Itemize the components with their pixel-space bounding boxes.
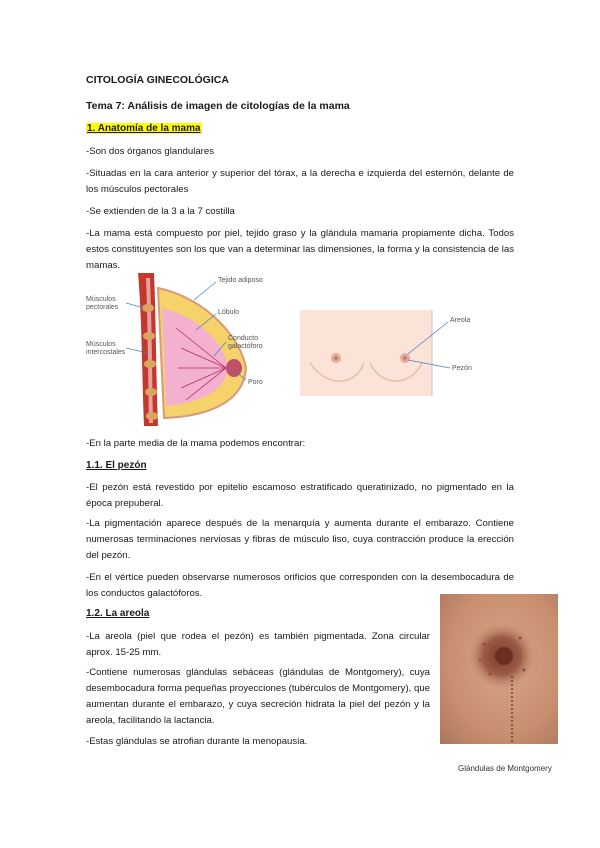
paragraph-2: -Situadas en la cara anterior y superior del tórax, a la derecha e izquierda del esternón, delante de los músculos pectorales: [86, 168, 514, 195]
label-areola: Areola: [450, 317, 471, 324]
label-musculos-pectorales-2: pectorales: [86, 304, 119, 311]
label-conducto-2: galactóforo: [228, 343, 263, 350]
torso-diagram: [300, 308, 500, 398]
section-1-heading: [86, 121, 202, 137]
label-musculos-intercostales-1: Músculos: [86, 341, 116, 348]
paragraph-11: -Estas glándulas se atrofian durante la menopausia.: [86, 736, 308, 747]
label-musculos-pectorales-1: Músculos: [86, 296, 116, 303]
section-1-2-heading: [86, 606, 149, 622]
montgomery-photo: [440, 594, 558, 744]
paragraph-7: -La pigmentación aparece después de la menarquía y aumenta durante el embarazo. Contiene numerosas terminaciones nerviosas y fibras de músculo liso, cuya contracción produce la erección del pezón.: [86, 518, 514, 561]
left-nipple-shape: [334, 356, 338, 360]
montgomery-caption: Glándulas de Montgomery: [458, 764, 552, 773]
torso-skin-shape: [300, 310, 432, 396]
label-musculos-intercostales-2: intercostales: [86, 349, 126, 356]
section-1-2-title: 1.2. La areola: [86, 608, 150, 619]
label-pezon: Pezón: [452, 365, 472, 372]
right-nipple-shape: [403, 356, 407, 360]
label-poro: Poro: [248, 379, 263, 386]
paragraph-5: -En la parte media de la mama podemos encontrar:: [86, 438, 306, 449]
doc-title: CITOLOGÍA GINECOLÓGICA: [86, 74, 229, 86]
label-conducto-1: Conducto: [228, 335, 258, 342]
paragraph-10: -Contiene numerosas glándulas sebáceas (glándulas de Montgomery), cuya desembocadura forma pequeñas proyecciones (tubérculos de Montgomery), que aumentan durante el embarazo, y cuya secreción hidrata la piel del pezón y la areola, facilitando la lactancia.: [86, 667, 430, 726]
paragraph-3: -Se extienden de la 3 a la 7 costilla: [86, 206, 235, 217]
label-lobulo: Lóbulo: [218, 309, 240, 316]
breast-anatomy-diagram: [86, 268, 286, 428]
section-1-1-heading: [86, 458, 147, 474]
label-tejido-adiposo: Tejido adiposo: [218, 277, 263, 284]
nipple-shape: [226, 359, 242, 377]
paragraph-6: -El pezón está revestido por epitelio escamoso estratificado queratinizado, no pigmentado en la época prepuberal.: [86, 482, 514, 509]
paragraph-1: -Son dos órganos glandulares: [86, 146, 215, 157]
paragraph-4: -La mama está compuesto por piel, tejido graso y la glándula mamaria propiamente dicha. Todos estos constituyentes son los que van a determinar las dimensiones, la forma y la consistencia de las mamas.: [86, 228, 514, 271]
paragraph-8: -En el vértice pueden observarse numerosos orificios que corresponden con la desembocadura de los conductos galactóforos.: [86, 572, 514, 599]
section-1-title: 1. Anatomía de la mama: [87, 123, 201, 134]
paragraph-9: -La areola (piel que rodea el pezón) es también pigmentada. Zona circular aprox. 15-25 mm.: [86, 631, 430, 658]
doc-subtitle: Tema 7: Análisis de imagen de citologías de la mama: [86, 100, 350, 112]
photo-nipple-shape: [495, 647, 513, 665]
section-1-1-title: 1.1. El pezón: [86, 460, 147, 471]
